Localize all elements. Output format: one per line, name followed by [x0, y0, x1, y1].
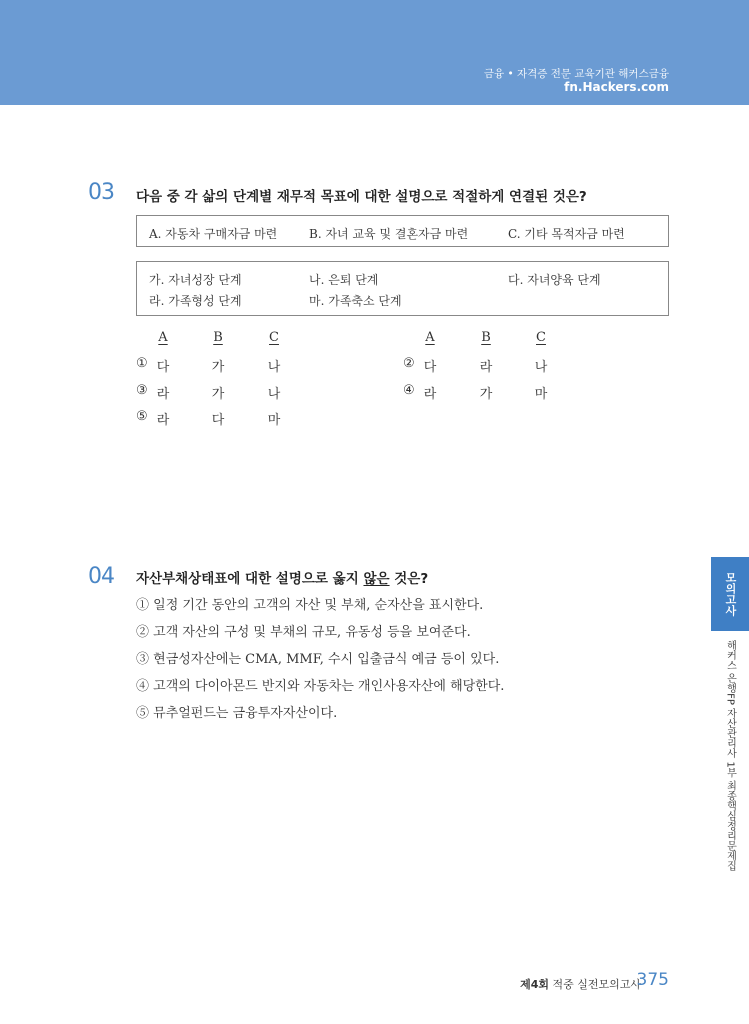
- goal-item: C. 기타 목적자금 마련: [508, 227, 625, 241]
- column-header-a: A: [425, 330, 435, 345]
- stages-box: [136, 261, 669, 316]
- option-value: 라: [423, 387, 437, 402]
- side-tab-label: 모의고사: [724, 572, 737, 616]
- option-value: 다: [156, 360, 170, 375]
- option-value: 다: [211, 413, 225, 428]
- answer-choice: ④ 고객의 다이아몬드 반지와 자동차는 개인사용자산에 해당한다.: [136, 679, 505, 694]
- option-number: ③: [136, 383, 148, 398]
- question-number: 04: [88, 564, 114, 589]
- column-header-b: B: [481, 330, 491, 345]
- question-text: 다음 중 각 삶의 단계별 재무적 목표에 대한 설명으로 적절하게 연결된 것은?: [136, 189, 587, 205]
- goal-item: B. 자녀 교육 및 결혼자금 마련: [309, 227, 469, 241]
- side-book-title: 해커스 은행FP 자산관리사 1부 최종핵심정리문제집: [724, 640, 736, 871]
- option-number: ④: [403, 383, 415, 398]
- column-header-c: C: [536, 330, 546, 345]
- goals-box: [136, 215, 669, 247]
- option-value: 마: [267, 413, 281, 428]
- option-value: 가: [211, 387, 225, 402]
- underlined-word: 않은: [363, 571, 390, 587]
- stage-item: 다. 자녀양육 단계: [508, 273, 601, 287]
- header-url: fn.Hackers.com: [564, 80, 669, 94]
- answer-choice: ① 일정 기간 동안의 고객의 자산 및 부채, 순자산을 표시한다.: [136, 598, 484, 613]
- column-header-b: B: [213, 330, 223, 345]
- column-header-a: A: [158, 330, 168, 345]
- option-number: ②: [403, 356, 415, 371]
- option-number: ①: [136, 356, 148, 371]
- question-number: 03: [88, 180, 114, 205]
- stage-item: 가. 자녀성장 단계: [149, 273, 242, 287]
- goal-item: A. 자동차 구매자금 마련: [149, 227, 278, 241]
- option-value: 라: [156, 387, 170, 402]
- option-value: 다: [423, 360, 437, 375]
- option-value: 가: [479, 387, 493, 402]
- option-value: 가: [211, 360, 225, 375]
- option-number: ⑤: [136, 409, 148, 424]
- stage-item: 라. 가족형성 단계: [149, 294, 242, 308]
- column-header-c: C: [269, 330, 279, 345]
- header-tagline: 금융 • 자격증 전문 교육기관 해커스금융: [483, 68, 669, 80]
- option-value: 나: [267, 360, 281, 375]
- answer-choice: ③ 현금성자산에는 CMA, MMF, 수시 입출금식 예금 등이 있다.: [136, 652, 500, 667]
- answer-choice: ⑤ 뮤추얼펀드는 금융투자자산이다.: [136, 706, 338, 721]
- option-value: 라: [479, 360, 493, 375]
- stage-item: 나. 은퇴 단계: [309, 273, 379, 287]
- stage-item: 마. 가족축소 단계: [309, 294, 402, 308]
- option-value: 라: [156, 413, 170, 428]
- footer-label: 제4회 적중 실전모의고사: [520, 978, 641, 991]
- page-number: 375: [636, 970, 669, 990]
- option-value: 나: [267, 387, 281, 402]
- question-text: 자산부채상태표에 대한 설명으로 옳지 않은 것은?: [136, 571, 429, 587]
- option-value: 마: [534, 387, 548, 402]
- answer-choice: ② 고객 자산의 구성 및 부채의 규모, 유동성 등을 보여준다.: [136, 625, 471, 640]
- option-value: 나: [534, 360, 548, 375]
